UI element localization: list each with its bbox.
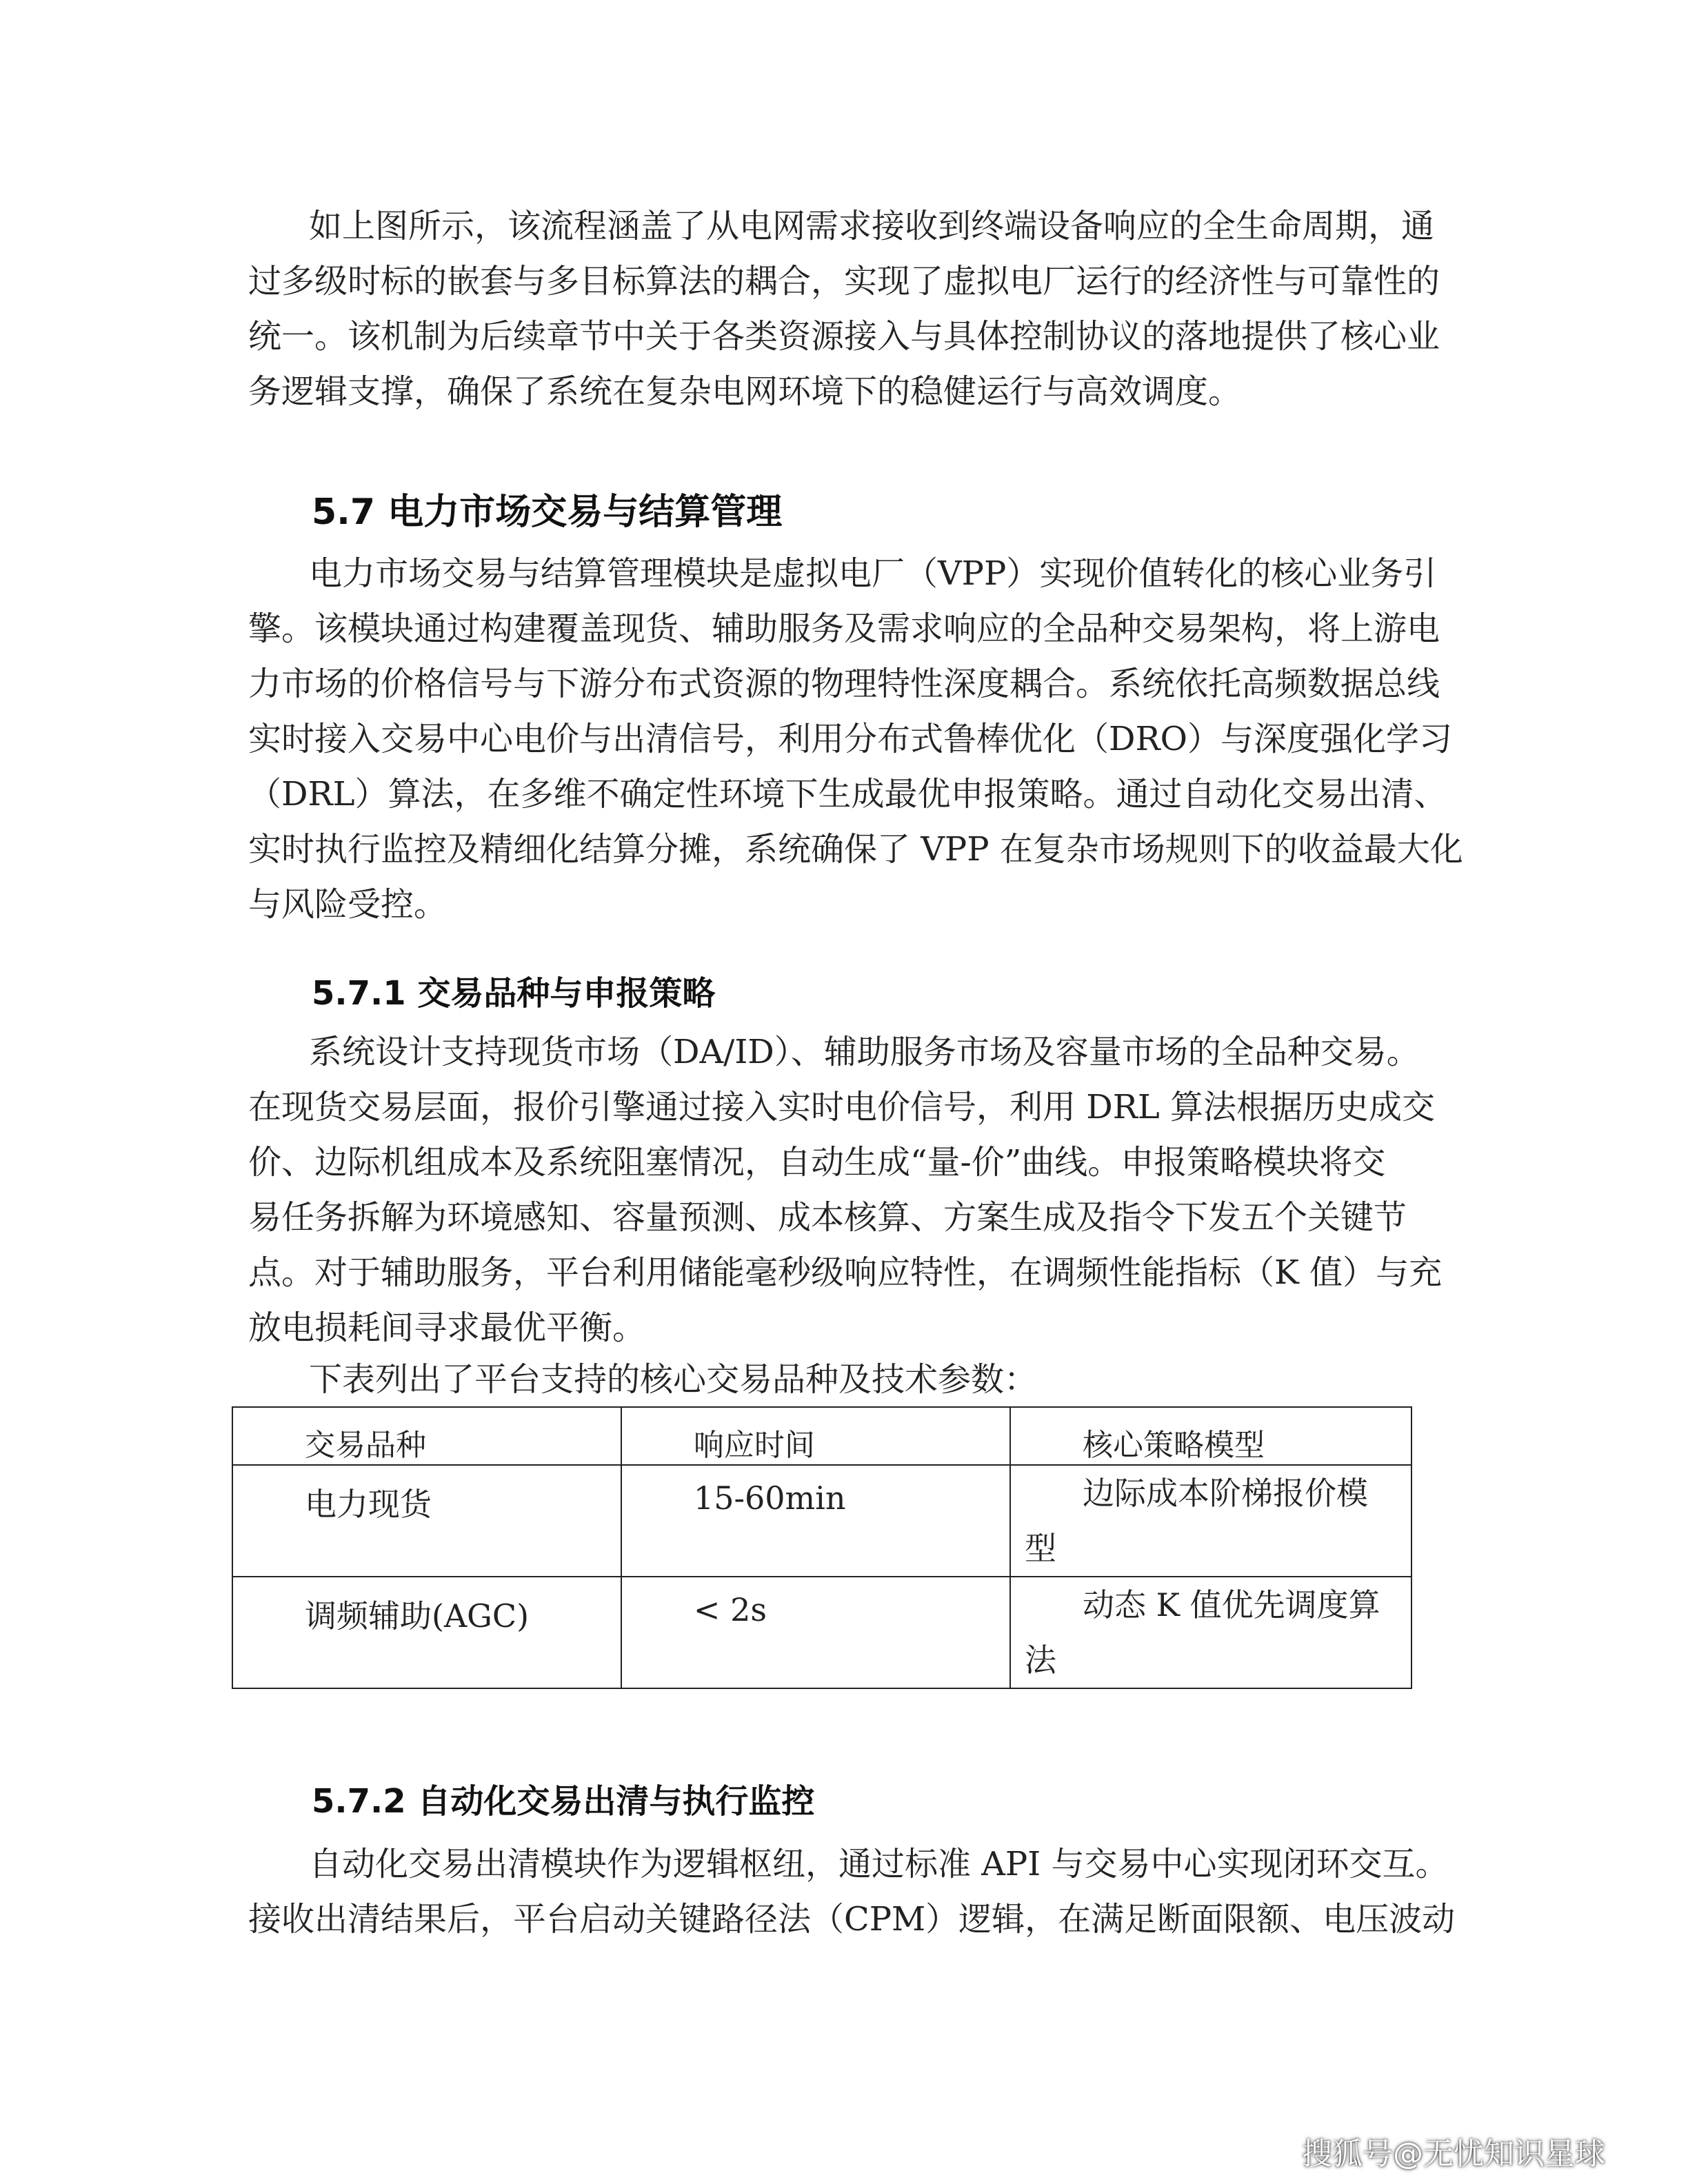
table-cell [621,1465,1010,1577]
paragraph-line: 电力市场交易与结算管理模块是虚拟电厂（VPP）实现价值转化的核心业务引 [309,554,1437,593]
cell-model-line: 边际成本阶梯报价模 [1083,1475,1368,1512]
cell-model-line: 动态 K 值优先调度算 [1083,1586,1380,1624]
paragraph-line: 系统设计支持现货市场（DA/ID）、辅助服务市场及容量市场的全品种交易。 [309,1033,1420,1071]
table-cell [1010,1577,1411,1688]
watermark: 搜狐号@无忧知识星球 [1302,2136,1605,2172]
table-cell [621,1577,1010,1688]
paragraph-line: 统一。该机制为后续章节中关于各类资源接入与具体控制协议的落地提供了核心业 [248,317,1440,356]
header-model: 核心策略模型 [1083,1428,1265,1463]
section-5-7-2-paragraph [248,1837,1456,1947]
section-heading-5-7-1: 5.7.1 交易品种与申报策略 [312,974,716,1013]
cell-model [1025,1577,1411,1688]
header-variety: 交易品种 [305,1428,426,1463]
paragraph-line: 与风险受控。 [248,885,448,924]
paragraph-line: 价、边际机组成本及系统阻塞情况，自动生成“量-价”曲线。申报策略模块将交 [248,1143,1386,1182]
header-response: 响应时间 [693,1428,815,1463]
table-row [232,1577,1411,1688]
paragraph-line: 易任务拆解为环境感知、容量预测、成本核算、方案生成及指令下发五个关键节 [248,1198,1407,1237]
paragraph-line: 接收出清结果后，平台启动关键路径法（CPM）逻辑，在满足断面限额、电压波动 [248,1900,1456,1939]
paragraph-line: 实时执行监控及精细化结算分摊，系统确保了 VPP 在复杂市场规则下的收益最大化 [248,830,1463,869]
cell-model-line: 型 [1025,1530,1056,1567]
paragraph-line: 力市场的价格信号与下游分布式资源的物理特性深度耦合。系统依托高频数据总线 [248,665,1440,703]
cell-response: < 2s [693,1591,767,1628]
paragraph-line: 放电损耗间寻求最优平衡。 [248,1308,646,1347]
paragraph-line: 在现货交易层面，报价引擎通过接入实时电价信号，利用 DRL 算法根据历史成交 [248,1088,1436,1126]
trading-varieties-table [232,1406,1412,1689]
table-intro: 下表列出了平台支持的核心交易品种及技术参数： [309,1360,1038,1399]
paragraph-line: 自动化交易出清模块作为逻辑枢纽，通过标准 API 与交易中心实现闭环交互。 [309,1845,1449,1883]
paragraph-line: 擎。该模块通过构建覆盖现货、辅助服务及需求响应的全品种交易架构，将上游电 [248,609,1440,648]
section-heading-5-7-2: 5.7.2 自动化交易出清与执行监控 [312,1782,815,1821]
paragraph-line: 务逻辑支撑，确保了系统在复杂电网环境下的稳健运行与高效调度。 [248,372,1242,411]
table-cell [1010,1465,1411,1577]
paragraph-line: （DRL）算法，在多维不确定性环境下生成最优申报策略。通过自动化交易出清、 [248,775,1447,813]
paragraph-line: 实时接入交易中心电价与出清信号，利用分布式鲁棒优化（DRO）与深度强化学习 [248,720,1452,758]
table-header-cell [232,1407,621,1465]
section-5-7-1-paragraph [248,1024,1443,1404]
table-cell [232,1577,621,1688]
paragraph-line: 点。对于辅助服务，平台利用储能毫秒级响应特性，在调频性能指标（K 值）与充 [248,1253,1443,1292]
cell-response: 15-60min [693,1479,846,1517]
cell-model-line: 法 [1025,1641,1056,1679]
table-row [232,1465,1411,1577]
table-cell [232,1465,621,1577]
cell-variety: 调频辅助(AGC) [305,1597,530,1635]
table-header-row [232,1407,1411,1465]
table-header-cell [1010,1407,1411,1465]
cell-variety: 电力现货 [305,1486,432,1523]
cell-model [1025,1466,1411,1576]
table-header-cell [621,1407,1010,1465]
paragraph-line: 如上图所示，该流程涵盖了从电网需求接收到终端设备响应的全生命周期，通 [309,207,1435,245]
section-5-7-paragraph [248,546,1463,932]
paragraph-line: 过多级时标的嵌套与多目标算法的耦合，实现了虚拟电厂运行的经济性与可靠性的 [248,262,1440,301]
intro-paragraph [248,199,1440,419]
section-heading-5-7: 5.7 电力市场交易与结算管理 [312,492,783,533]
